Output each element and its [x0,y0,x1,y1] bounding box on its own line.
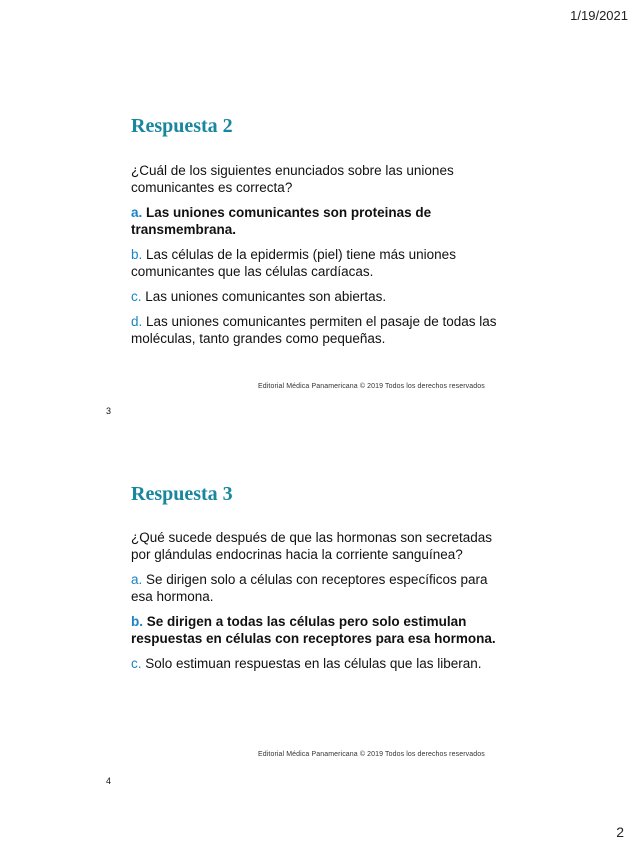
slide-content [131,162,511,355]
slide-content [131,529,511,680]
option-c [131,288,511,305]
option-text: Las uniones comunicantes permiten el pasaje de todas las moléculas, tanto grandes como pequeñas. [131,314,497,346]
question-text: ¿Cuál de los siguientes enunciados sobre las uniones comunicantes es correcta? [131,163,454,195]
question-text: ¿Qué sucede después de que las hormonas son secretadas por glándulas endocrinas hacia la corriente sanguínea? [131,530,492,562]
option-a [131,571,511,605]
option-c [131,655,511,672]
option-letter: c. [131,289,142,304]
option-text: Solo estimuan respuestas en las células que las liberan. [145,656,482,671]
option-letter: b. [131,247,143,262]
slide-number: 4 [106,776,112,786]
option-text: Las células de la epidermis (piel) tiene más uniones comunicantes que las células cardíacas. [131,247,456,279]
slide-title: Respuesta 2 [131,115,233,137]
slide-respuesta-2 [0,40,636,416]
slide-footer: Editorial Médica Panamericana © 2019 Todos los derechos reservados [258,383,485,390]
slide-title: Respuesta 3 [131,483,233,505]
slide-respuesta-3 [0,410,636,786]
option-letter: b. [131,614,143,629]
option-letter: a. [131,205,143,220]
option-text: Se dirigen a todas las células pero solo estimulan respuestas en células con receptores para esa hormona. [131,614,496,646]
option-letter: c. [131,656,142,671]
slide-number: 3 [106,406,112,416]
option-text: Se dirigen solo a células con receptores específicos para esa hormona. [131,572,488,604]
slide-footer: Editorial Médica Panamericana © 2019 Todos los derechos reservados [258,751,485,758]
option-letter: d. [131,314,143,329]
option-b [131,246,511,280]
option-text: Las uniones comunicantes son abiertas. [145,289,387,304]
print-date: 1/19/2021 [570,8,628,23]
option-a [131,204,511,238]
option-text: Las uniones comunicantes son proteinas de transmembrana. [131,205,432,237]
page-number: 2 [616,824,624,840]
option-letter: a. [131,572,143,587]
option-d [131,313,511,347]
option-b [131,613,511,647]
